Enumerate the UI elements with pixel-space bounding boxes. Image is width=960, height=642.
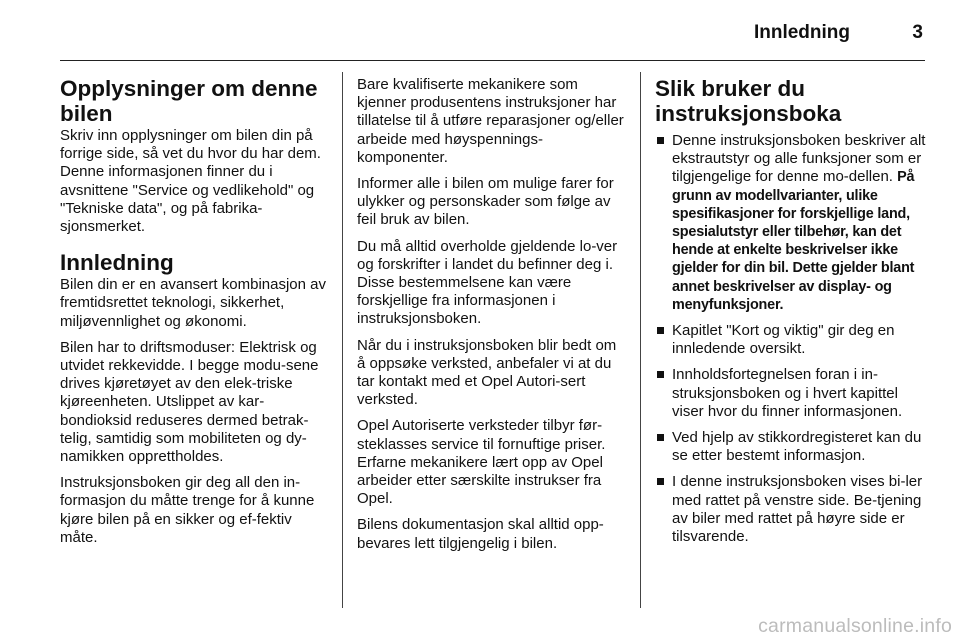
column-right (655, 76, 927, 554)
column-divider (640, 72, 641, 608)
paragraph: Informer alle i bilen om mulige farer for ulykker og personskader som følge av feil bruk av bilen. (357, 175, 614, 229)
list-item-text: Innholdsfortegnelsen foran i in-struksjonsboken og i hvert kapittel viser hvor du finner informasjonen. (672, 366, 903, 420)
square-bullet-icon (657, 434, 664, 441)
paragraph: Når du i instruksjonsboken blir bedt om å oppsøke verksted, anbefaler vi at du tar kontakt med et Opel Autori-sert verksted. (357, 336, 617, 409)
watermark-logo: carmanualsonline.info (758, 615, 952, 637)
paragraph: Bilen har to driftsmoduser: Elektrisk og utvidet rekkevidde. I begge modu-sene drives kjøretøyet av den elek-triske kjøreenheten. Utslippet av kar-bondioksid reduseres dermed betrak-telig, samtidig som mobiliteten og dy-namikken opprettholdes. (60, 338, 319, 466)
column-left (60, 76, 330, 555)
section-heading-introduction: Innledning (60, 250, 174, 276)
list-item-text: I denne instruksjonsboken vises bi-ler med rattet på venstre side. Be-tjening av biler med rattet på høyre side er tilsvarende. (672, 473, 923, 546)
paragraph: Skriv inn opplysninger om bilen din på forrige side, så vet du hvor du har dem. Denne informasjonen finner du i avsnittene "Service og vedlikehold" og "Tekniske data", og på fabrika-sjonsmerket. (60, 127, 321, 236)
header-rule (60, 60, 925, 61)
list-item (655, 322, 927, 358)
paragraph: Bare kvalifiserte mekanikere som kjenner produsentens instruksjoner har tillatelse til å utføre reparasjoner og/eller arbeide med høyspennings-komponenter. (357, 76, 624, 166)
list-item (655, 132, 927, 314)
paragraph: Opel Autoriserte verksteder tilbyr før-steklasses service til fornuftige priser. Erfarne mekanikere lært opp av Opel arbeider etter særskilte instrukser fra Opel. (357, 417, 606, 508)
list-item-text: Ved hjelp av stikkordregisteret kan du se etter bestemt informasjon. (672, 429, 922, 465)
square-bullet-icon (657, 371, 664, 378)
square-bullet-icon (657, 327, 664, 334)
list-item (655, 366, 927, 421)
square-bullet-icon (657, 137, 664, 144)
page-header (60, 18, 925, 48)
section-heading-vehicle-info: Opplysninger om denne bilen (60, 76, 318, 126)
paragraph: Instruksjonsboken gir deg all den in-formasjon du måtte trenge for å kunne kjøre bilen på en sikker og ef-fektiv måte. (60, 474, 315, 546)
column-divider (342, 72, 343, 608)
page-number: 3 (912, 22, 923, 43)
square-bullet-icon (657, 478, 664, 485)
list-item (655, 473, 927, 546)
list-item-text: Kapitlet "Kort og viktig" gir deg en innledende oversikt. (672, 322, 895, 358)
paragraph: Bilen din er en avansert kombinasjon av fremtidsrettet teknologi, sikkerhet, miljøvennlighet og økonomi. (60, 276, 326, 330)
paragraph: Du må alltid overholde gjeldende lo-ver og forskrifter i landet du befinner deg i. Disse bestemmelsene kan være forskjellige fra informasjonen i instruksjonsboken. (357, 237, 618, 328)
column-middle (357, 76, 627, 561)
bullet-list (655, 132, 927, 546)
paragraph: Bilens dokumentasjon skal alltid opp-bevares lett tilgjengelig i bilen. (357, 516, 604, 552)
list-item (655, 429, 927, 465)
section-heading-how-to-use: Slik bruker du instruksjonsboka (655, 76, 842, 126)
list-item-text: Denne instruksjonsboken beskriver alt ekstrautstyr og alle funksjoner som er tilgjengelige for denne mo-dellen. (672, 132, 926, 186)
list-item-bold-note: På grunn av modellvarianter, ulike spesifikasjoner for forskjellige land, spesialutstyr eller tilbehør, kan det hende at enkelte beskrivelser ikke gjelder for din bil. Dette gjelder blant annet beskrivelser av display- og menyfunksjoner. (672, 169, 915, 313)
header-title: Innledning (753, 22, 850, 43)
